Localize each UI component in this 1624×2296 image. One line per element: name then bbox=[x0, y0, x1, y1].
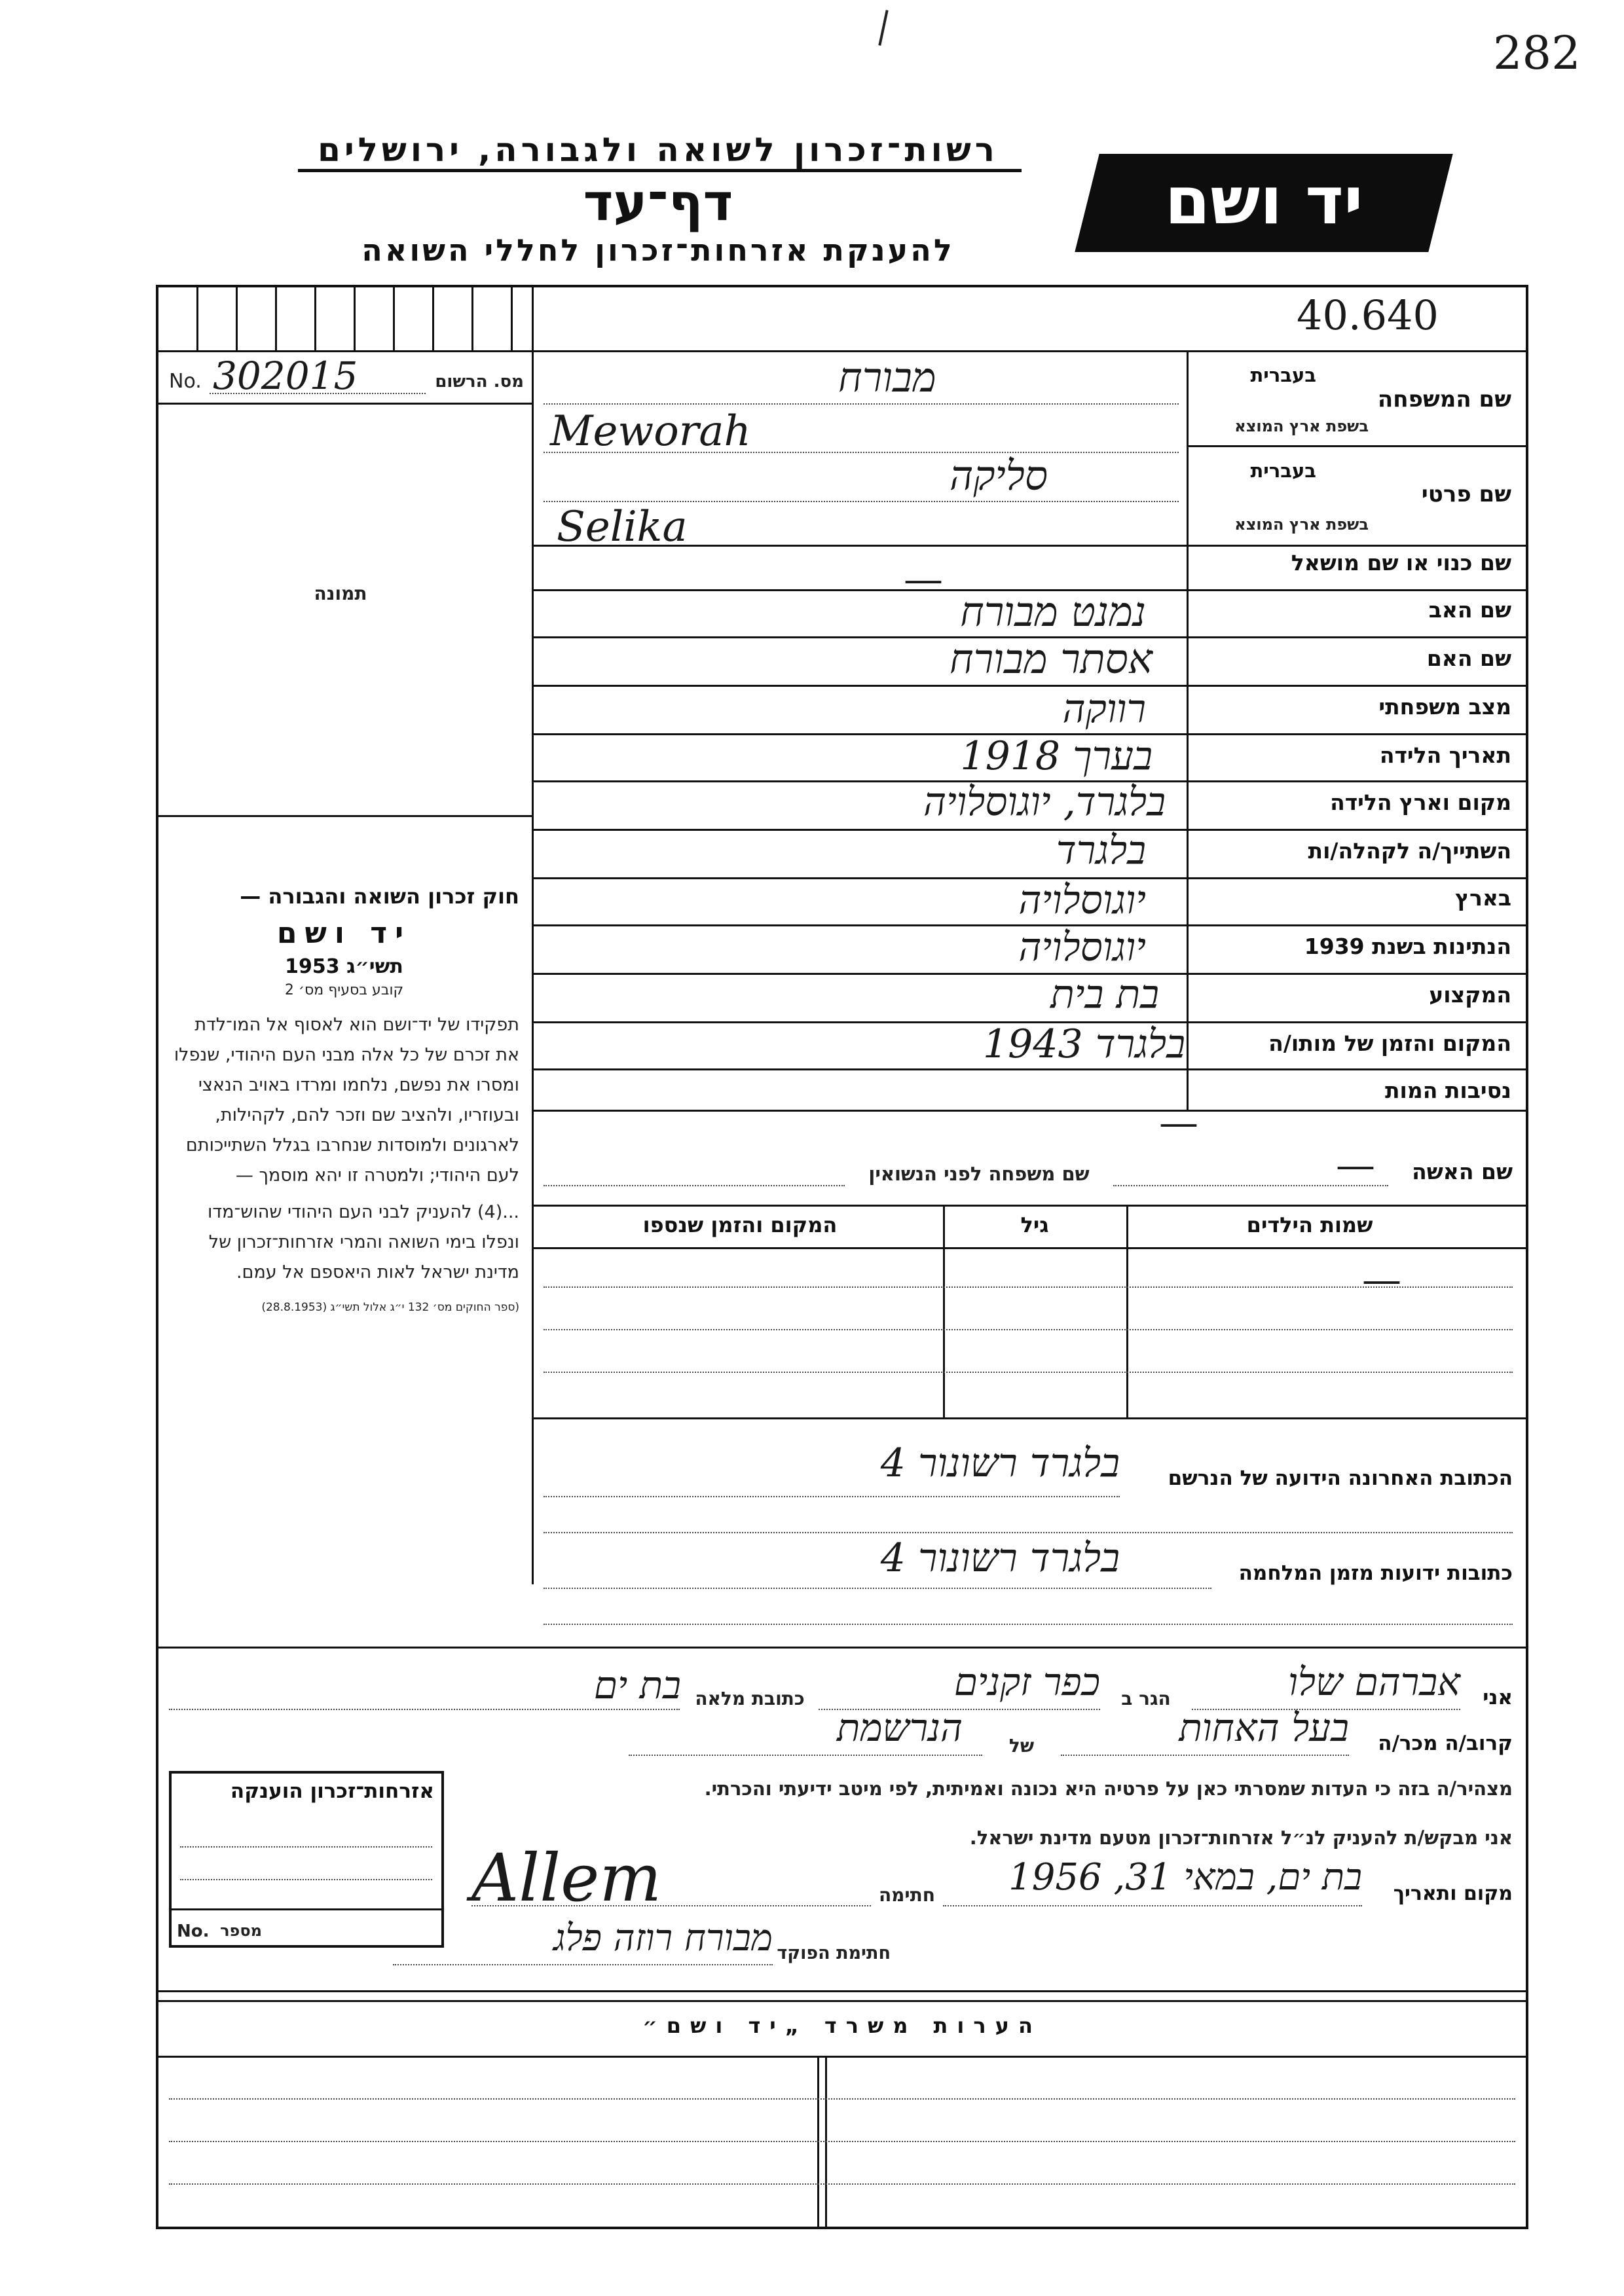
citizenship-label: הנתינות בשנת 1939 bbox=[1304, 934, 1511, 959]
dotted-line bbox=[169, 1709, 680, 1710]
divider bbox=[825, 2056, 827, 2229]
citizenship-box-title: אזרחות־זכרון הוענקה bbox=[230, 1779, 434, 1803]
file-number: 40.640 bbox=[1297, 291, 1439, 339]
children-value: — bbox=[1362, 1257, 1401, 1303]
notes-title: הערות משרד „יד ושם״ bbox=[642, 2013, 1042, 2038]
origin-sublabel: בשפת ארץ המוצא bbox=[1234, 515, 1369, 534]
declarant-relation-label: קרוב/ה מכר/ה bbox=[1378, 1732, 1513, 1755]
birth-date-value: בערך 1918 bbox=[960, 733, 1153, 779]
declarant-statement: מצהיר/ה בזה כי העדות שמסרתי כאן על פרטיה היא נכונה ואמיתית, לפי מיטב ידיעתי והכרתי. bbox=[704, 1777, 1513, 1800]
community-value: בלגרד bbox=[1056, 828, 1146, 873]
marital-label: מצב משפחתי bbox=[1378, 694, 1511, 720]
nickname-label: שם כנוי או שם מושאל bbox=[1291, 550, 1511, 575]
table-row bbox=[544, 1329, 1513, 1330]
law-heading: חוק זכרון השואה והגבורה — bbox=[240, 884, 519, 909]
page-number: 282 bbox=[1493, 26, 1581, 80]
war-address-label: כתובות ידועות מזמן המלחמה bbox=[1238, 1561, 1513, 1585]
declarant-of-label: של bbox=[1008, 1735, 1035, 1757]
registration-label: מס. הרשום bbox=[435, 372, 524, 392]
tick-box-line bbox=[511, 285, 513, 350]
declarant-of-value: הנרשמת bbox=[836, 1705, 963, 1750]
dotted-line bbox=[1113, 1185, 1388, 1186]
tick-box-line bbox=[393, 285, 395, 350]
divider bbox=[1187, 350, 1189, 1110]
dotted-line bbox=[1061, 1755, 1349, 1756]
dotted-line bbox=[393, 1964, 773, 1965]
hebrew-sublabel: בעברית bbox=[1250, 460, 1316, 482]
spouse-value: — bbox=[1336, 1142, 1375, 1188]
signature-label: חתימה bbox=[878, 1884, 936, 1906]
declarant-living-label: הגר ב bbox=[1121, 1688, 1171, 1709]
tick-box-line bbox=[236, 285, 238, 350]
divider bbox=[532, 1110, 1528, 1112]
divider bbox=[532, 1247, 1528, 1249]
father-value: נמנט מבורח bbox=[960, 588, 1146, 636]
dotted-line bbox=[544, 1588, 1211, 1589]
place-date-label: מקום ותאריך bbox=[1393, 1882, 1513, 1905]
divider bbox=[1126, 1205, 1128, 1417]
dotted-line bbox=[210, 393, 426, 394]
divider bbox=[156, 1647, 1528, 1649]
tick-box-line bbox=[314, 285, 316, 350]
father-label: שם האב bbox=[1428, 597, 1511, 623]
law-para-1: תפקידו של יד־ושם הוא לאסוף אל המו־לדת את זכרם של כל אלה מבני העם היהודי, שנפלו ומסרו את נפשם, נלחמו ומרדו באויב הנאצי ובעוזריו, ולהציב שם וזכר להם, לקהילות, לארגונים ולמוסדות שנחרבו בגלל השתייכותם לעם היהודי; ולמטרה זו יהא מוסמך — bbox=[174, 1015, 519, 1186]
children-place-header: המקום והזמן שנספו bbox=[642, 1212, 838, 1237]
tick-box-line bbox=[196, 285, 198, 350]
dotted-line bbox=[544, 1624, 1513, 1625]
declarant-request: אני מבקש/ת להעניק לנ״ל אזרחות־זכרון מטעם מדינת ישראל. bbox=[969, 1827, 1513, 1849]
children-names-header: שמות הילדים bbox=[1246, 1212, 1373, 1237]
dotted-line bbox=[544, 1185, 845, 1186]
declarant-name: אברהם שלו bbox=[1288, 1660, 1460, 1704]
dotted-line bbox=[169, 2098, 1515, 2100]
table-row bbox=[544, 1372, 1513, 1373]
birth-place-value: בלגרד, יוגוסלויה bbox=[923, 779, 1166, 825]
community-label: השתייך/ה לקהלה/ות bbox=[1308, 838, 1511, 864]
origin-sublabel: בשפת ארץ המוצא bbox=[1234, 417, 1369, 435]
first-name-hebrew: סליקה bbox=[950, 452, 1048, 500]
mother-label: שם האם bbox=[1426, 646, 1511, 671]
dotted-line bbox=[544, 501, 1179, 502]
tick-box-line bbox=[471, 285, 473, 350]
divider bbox=[532, 1068, 1528, 1070]
divider bbox=[532, 1417, 1528, 1419]
tick-box-line bbox=[354, 285, 356, 350]
death-value: בלגרד 1943 bbox=[982, 1021, 1185, 1067]
law-year: תשי״ג 1953 bbox=[285, 955, 403, 978]
dotted-line bbox=[544, 1496, 1120, 1497]
divider bbox=[156, 1990, 1528, 1992]
pen-mark bbox=[878, 10, 888, 46]
country-value: יוגוסלויה bbox=[1018, 877, 1146, 923]
death-label: המקום והזמן של מותו/ה bbox=[1268, 1030, 1511, 1056]
divider bbox=[156, 815, 532, 817]
divider bbox=[156, 403, 532, 405]
last-address-value: בלגרד רשונור 4 bbox=[880, 1440, 1120, 1486]
divider bbox=[1187, 445, 1528, 447]
family-name-hebrew: מבורח bbox=[838, 354, 936, 401]
first-name-origin: Selika bbox=[557, 503, 688, 551]
tick-box-line bbox=[275, 285, 277, 350]
declarant-i-label: אני bbox=[1483, 1686, 1513, 1709]
marital-value: רווקה bbox=[1062, 686, 1146, 732]
family-name-origin: Meworah bbox=[550, 407, 751, 456]
dotted-line bbox=[169, 2141, 1515, 2142]
authority-underline bbox=[298, 169, 1022, 172]
spouse-label: שם האשה bbox=[1412, 1159, 1513, 1184]
first-name-label: שם פרטי bbox=[1421, 481, 1511, 507]
divider bbox=[532, 545, 1528, 547]
yad-vashem-logo-text: יד ושם bbox=[1164, 162, 1363, 239]
children-age-header: גיל bbox=[1020, 1212, 1049, 1237]
dotted-line bbox=[471, 1905, 871, 1906]
form-subtitle: להענקת אזרחות־זכרון לחללי השואה bbox=[361, 232, 955, 268]
tick-box-line bbox=[432, 285, 434, 350]
divider bbox=[532, 285, 534, 1584]
citizenship-value: יוגוסלויה bbox=[1018, 924, 1146, 970]
declarant-address-value: בת ים bbox=[593, 1663, 681, 1707]
declarant-relation-value: בעל האחות bbox=[1179, 1705, 1349, 1750]
divider bbox=[532, 1205, 1528, 1207]
profession-label: המקצוע bbox=[1429, 982, 1511, 1008]
dotted-line bbox=[180, 1846, 432, 1848]
dotted-line bbox=[169, 2183, 1515, 2185]
law-clause: קובע בסעיף מס׳ 2 bbox=[284, 982, 404, 998]
declarant-living-value: כפר זקנים bbox=[953, 1660, 1100, 1704]
citizenship-box-number-label: מספר bbox=[220, 1922, 262, 1940]
authority-line: רשות־זכרון לשואה ולגבורה, ירושלים bbox=[318, 131, 999, 169]
family-name-label: שם המשפחה bbox=[1377, 386, 1511, 412]
divider bbox=[156, 350, 1528, 352]
form-title: דף־עד bbox=[583, 173, 733, 232]
law-para-2: ...(4) להעניק לבני העם היהודי שהוש־מדו ונפלו בימי השואה והמרי אזרחות־זכרון של מדינת ישראל לאות היאספם אל עמם. bbox=[208, 1202, 519, 1283]
profession-value: בת בית bbox=[1050, 972, 1159, 1017]
spouse-maiden-label: שם משפחה לפני הנשואין bbox=[868, 1163, 1090, 1185]
death-cause-value: — bbox=[1159, 1100, 1198, 1146]
law-footnote: (ספר החוקים מס׳ 132 י״ג אלול תשי״ג (28.8.1953) bbox=[261, 1301, 519, 1314]
death-cause-label: נסיבות המות bbox=[1384, 1078, 1511, 1103]
last-address-label: הכתובת האחרונה הידועה של הנרשם bbox=[1168, 1467, 1513, 1490]
citizenship-box-number-prefix: No. bbox=[177, 1922, 210, 1941]
mother-value: אסתר מבורח bbox=[949, 635, 1153, 683]
dotted-line bbox=[544, 403, 1179, 405]
dotted-line bbox=[544, 1532, 1513, 1533]
registration-prefix: No. bbox=[169, 370, 202, 393]
official-signature-label: חתימת הפוקד bbox=[777, 1943, 891, 1963]
country-label: בארץ bbox=[1455, 885, 1511, 911]
dotted-line bbox=[943, 1905, 1362, 1906]
declarant-signature: Allem bbox=[471, 1840, 662, 1916]
place-date-value: בת ים, במאי 31, 1956 bbox=[1008, 1856, 1362, 1899]
divider bbox=[156, 2000, 1528, 2002]
dotted-line bbox=[180, 1879, 432, 1880]
birth-place-label: מקום וארץ הלידה bbox=[1330, 790, 1511, 815]
dotted-line bbox=[629, 1755, 982, 1756]
hebrew-sublabel: בעברית bbox=[1250, 364, 1316, 386]
official-signature-value: מבורח רוזה פלג bbox=[553, 1917, 773, 1959]
nickname-value: — bbox=[904, 556, 943, 602]
birth-date-label: תאריך הלידה bbox=[1379, 742, 1511, 768]
divider bbox=[817, 2056, 819, 2229]
war-address-value: בלגרד רשונור 4 bbox=[880, 1535, 1120, 1581]
declarant-address-label: כתובת מלאה bbox=[695, 1688, 805, 1709]
photo-label: תמונה bbox=[314, 583, 367, 604]
law-name: יד ושם bbox=[276, 917, 412, 950]
divider bbox=[169, 1908, 444, 1910]
divider bbox=[943, 1205, 945, 1417]
divider bbox=[156, 2056, 1528, 2058]
registration-number: 302015 bbox=[213, 354, 358, 398]
law-text bbox=[169, 884, 519, 1314]
